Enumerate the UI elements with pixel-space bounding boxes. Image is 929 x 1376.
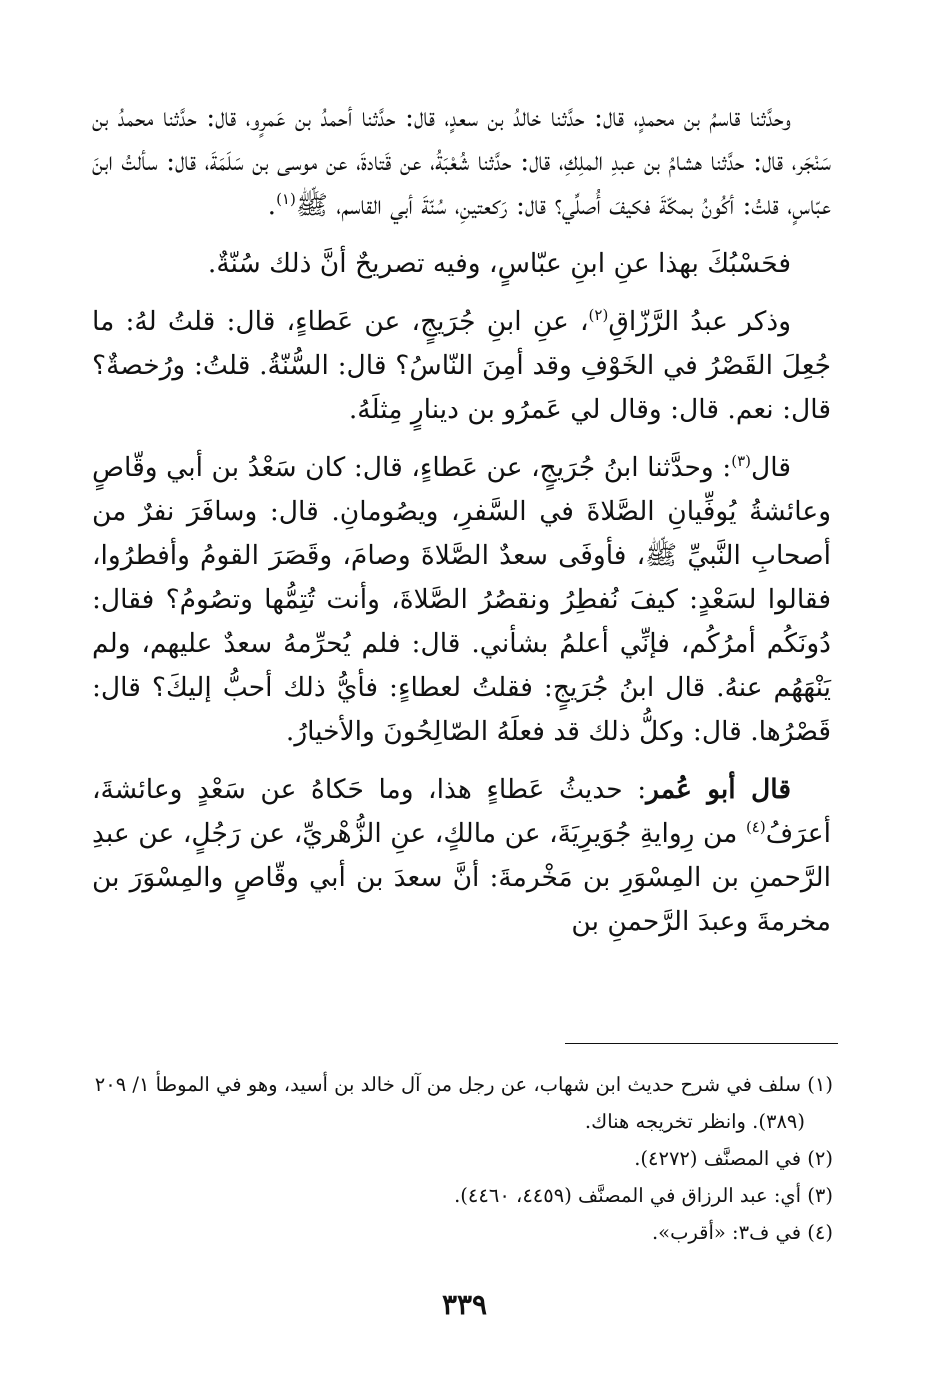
paragraph-1-text: وحدَّثنا قاسمُ بن محمدٍ، قال: حدَّثنا خالدُ بن سعدٍ، قال: حدَّثنا أحمدُ بن عَمرٍو، قال: حدَّثنا محمدُ بن سَنْجَر، قال: حدَّثنا هشامُ بن عبدِ الملِكِ، قال: حدَّثنا شُعْبَةُ، عن قَتادةَ، عن موسى بن سَلَمَةَ، قال: سألتُ ابنَ عبّاسٍ، قلتُ: أكُونُ بمكّةَ فكيفَ أُصلِّي؟ قال: رَكعتينِ، سُنّةَ أبي القاسم، ﷺ — [92, 102, 831, 221]
footnote-divider — [565, 1043, 838, 1044]
footnote-ref-1: (١) — [276, 190, 296, 209]
footnote-ref-4: (٤) — [745, 818, 766, 837]
paragraph-2 — [92, 242, 831, 286]
footnote-1: (١) سلف في شرح حديث ابن شهاب، عن رجل من آل خالد بن أسيد، وهو في الموطأ ١/ ٢٠٩ — [94, 1073, 833, 1096]
paragraph-5-text: : حديثُ عَطاءٍ هذا، وما حَكاهُ عن سَعْدٍ وعائشةَ، أعرَفُ — [92, 774, 831, 849]
paragraph-3 — [92, 300, 831, 432]
speaker-heading: قال أبو عُمر — [646, 774, 791, 805]
paragraph-3-text: وذكر عبدُ الرَّزّاقِ — [608, 306, 791, 337]
paragraph-1-tail: . — [267, 190, 277, 221]
footnote-3: (٣) أي: عبد الرزاق في المصنَّف (٤٤٥٩، ٤٤٦٠). — [454, 1184, 833, 1207]
footnote-1-continuation: (٣٨٩). وانظر تخريجه هناك. — [584, 1110, 805, 1133]
footnote-4: (٤) في ف٣: «أقرب». — [651, 1221, 833, 1244]
paragraph-3-tail: ، عنِ ابنِ جُرَيجٍ، عن عَطاءٍ، قال: قلتُ لهُ: ما جُعِلَ القَصْرُ في الخَوْفِ وقد أمِنَ النّاسُ؟ قال: السُّنّةُ. قلتُ: ورُخصةٌ؟ قال: نعم. قال: وقال لي عَمرُو بن دينارٍ مِثلَهُ. — [92, 306, 831, 425]
paragraph-4-tail: : وحدَّثنا ابنُ جُرَيجٍ، عن عَطاءٍ، قال: كان سَعْدُ بن أبي وقّاصٍ وعائشةُ يُوفِّيانِ الصَّلاةَ في السَّفرِ، ويصُومانِ. قال: وسافَرَ نفرٌ من أصحابِ النَّبيِّ ﷺ، فأوفَى سعدٌ الصَّلاةَ وصامَ، وقَصَرَ القومُ وأفطرُوا، فقالوا لسَعْدٍ: كيفَ نُفطِرُ ونقصُرُ الصَّلاةَ، وأنت تُتِمُّها وتصُومُ؟ فقال: دُونَكُم أمرُكُم، فإنِّي أعلمُ بشأني. قال: فلم يُحرِّمهُ سعدٌ عليهم، ولم يَنْهَهُم عنهُ. قال ابنُ جُرَيجٍ: فقلتُ لعطاءٍ: فأيُّ ذلك أحبُّ إليكَ؟ قال: قَصْرُها. قال: وكلُّ ذلك قد فعلَهُ الصّالِحُونَ والأخيارُ. — [92, 452, 831, 747]
footnote-ref-2: (٢) — [588, 306, 609, 325]
paragraph-5 — [92, 768, 831, 944]
footnote-ref-3: (٣) — [731, 452, 751, 471]
main-text — [92, 96, 831, 944]
footnote-2: (٢) في المصنَّف (٤٢٧٢). — [634, 1147, 833, 1170]
footnotes — [92, 1066, 833, 1251]
page-number: ٣٣٩ — [441, 1288, 488, 1321]
paragraph-1 — [92, 96, 831, 228]
paragraph-5-tail: من رِوايةِ جُوَيرِيَةَ، عن مالكٍ، عنِ الزُّهْريِّ، عن رَجُلٍ، عن عبدِ الرَّحمنِ بن المِسْوَرِ بن مَخْرمةَ: أنَّ سعدَ بن أبي وقّاصٍ والمِسْوَرَ بن مخرمةَ وعبدَ الرَّحمنِ بن — [92, 818, 831, 937]
paragraph-4 — [92, 446, 831, 754]
paragraph-2-text: فحَسْبُكَ بهذا عنِ ابنِ عبّاسٍ، وفيه تصريحٌ أنَّ ذلك سُنّةٌ. — [207, 248, 791, 279]
paragraph-4-text: قال — [751, 452, 791, 483]
